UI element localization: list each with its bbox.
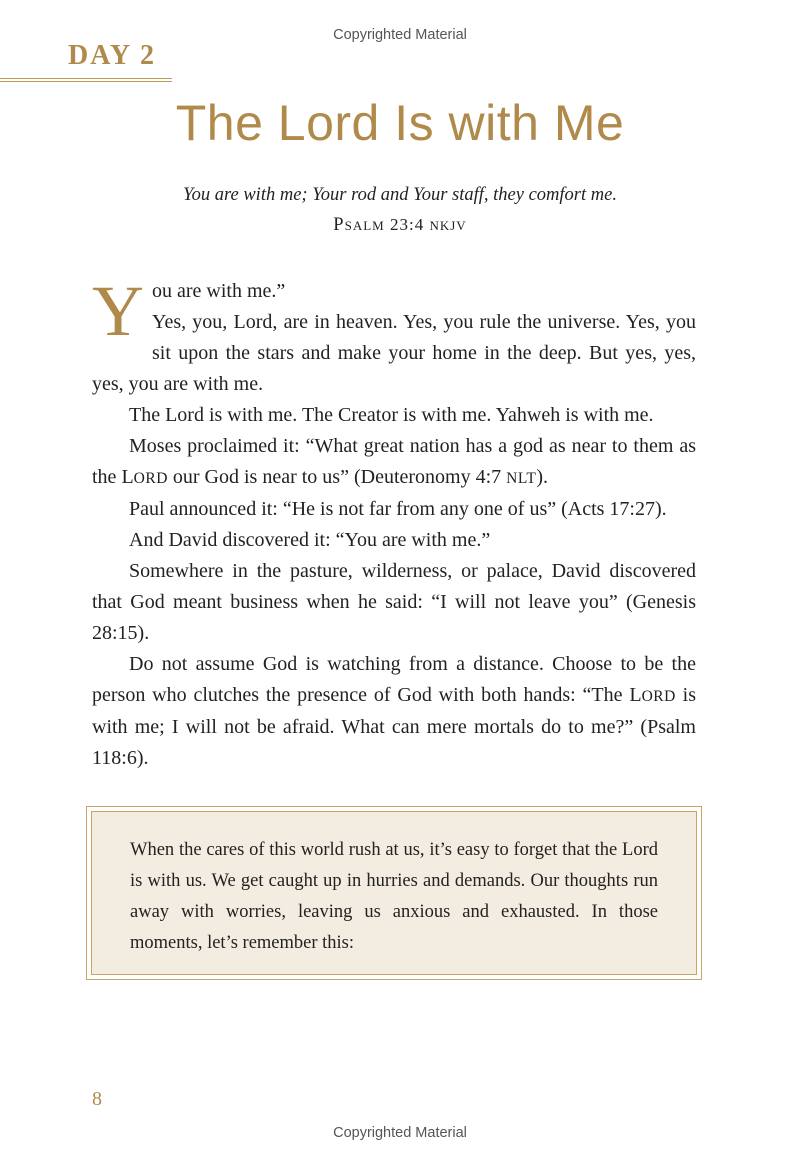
lord-initial: L (121, 466, 134, 488)
paragraph-7-b: is with me; I will not be afraid. What can mere mortals do to me?” (Psalm 118:6). (92, 684, 696, 769)
epigraph-reference (0, 215, 800, 236)
paragraph-1-opening: ou are with me.” (152, 280, 286, 302)
paragraph-1 (92, 271, 696, 400)
paragraph-2: The Lord is with me. The Creator is with me. Yahweh is with me. (129, 404, 654, 426)
translation-abbrev: NLT (506, 470, 537, 487)
paragraph-3-a: Moses proclaimed it: “What great nation has a god as near to them as the (92, 435, 696, 488)
day-rule-divider (0, 78, 172, 82)
paragraph-4: Paul announced it: “He is not far from any one of us” (Acts 17:27). (129, 498, 667, 520)
ref-number: 23:4 (389, 215, 425, 234)
callout-text: When the cares of this world rush at us, it’s easy to forget that the Lord is with us. We get caught up in hurries and demands. Our thoughts run away with worries, leaving us anxious and exhausted. In those moments, let’s remember this: (130, 840, 658, 953)
paragraph-7 (92, 649, 696, 774)
paragraph-5: And David discovered it: “You are with me.” (129, 529, 491, 551)
epigraph-verse: You are with me; Your rod and Your staff, they comfort me. (183, 185, 617, 205)
page-title: The Lord Is with Me (175, 95, 625, 151)
copyright-watermark-top: Copyrighted Material (333, 27, 467, 43)
paragraph-3 (92, 431, 696, 494)
paragraph-3-c: ). (536, 466, 549, 488)
devotional-body (92, 271, 696, 774)
copyright-watermark-bottom: Copyrighted Material (333, 1125, 467, 1141)
paragraph-7-a: Do not assume God is watching from a distance. Choose to be the person who clutches the presence of God with both hands: “The (92, 653, 696, 706)
ref-translation: NKJV (429, 218, 467, 233)
reflection-callout-box (86, 806, 702, 980)
callout-inner (91, 811, 697, 975)
drop-cap: Y (92, 271, 144, 351)
lord-initial: L (629, 684, 642, 706)
day-label: DAY 2 (68, 40, 157, 71)
paragraph-6: Somewhere in the pasture, wilderness, or palace, David discovered that God meant business when he said: “I will not leave you” (Genesis 28:15). (92, 560, 696, 644)
lord-rest: ORD (133, 470, 168, 487)
paragraph-3-b: our God is near to us” (Deuteronomy 4:7 (167, 466, 507, 488)
ref-book-initial: P (333, 215, 345, 235)
ref-book-rest: SALM (344, 218, 385, 233)
lord-rest: ORD (641, 688, 676, 705)
page-number: 8 (92, 1088, 102, 1110)
paragraph-1-rest: Yes, you, Lord, are in heaven. Yes, you rule the universe. Yes, you sit upon the stars and make your home in the deep. But yes, yes, yes, you are with me. (92, 311, 696, 395)
